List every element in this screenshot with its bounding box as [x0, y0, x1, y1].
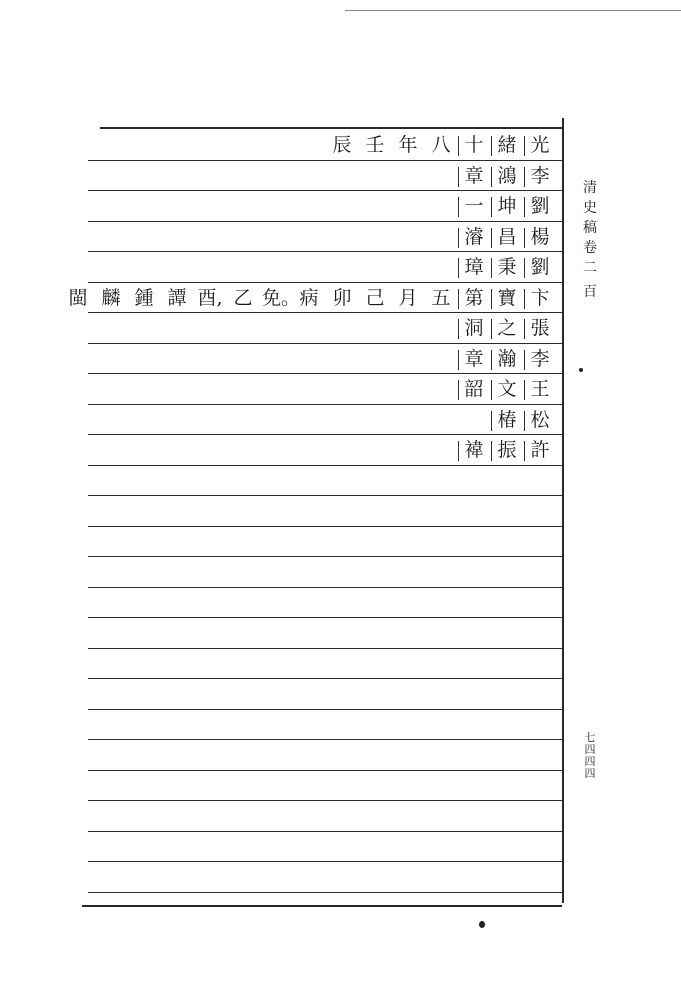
table-row [90, 313, 562, 344]
table-cell-char: 振 [497, 439, 517, 461]
table-cell-char: 譚 [167, 287, 187, 309]
table-cell-char: 濬 [464, 226, 484, 248]
volume-title-char: 二 [583, 260, 597, 276]
row-divider [88, 495, 562, 496]
column-tick [524, 441, 525, 461]
table-cell-char: 秉 [497, 256, 517, 278]
table-cell-char: 鍾 [134, 287, 154, 309]
table-cell-char: 十 [464, 134, 484, 156]
volume-title-char: 百 [583, 284, 597, 300]
column-tick [491, 441, 492, 461]
page-number-char: 七 [584, 731, 596, 744]
column-tick [524, 167, 525, 187]
volume-title-char: 清 [583, 180, 597, 196]
table-cell-char: 章 [464, 348, 484, 370]
volume-title-char: 稿 [583, 220, 597, 236]
column-tick [491, 319, 492, 339]
table-cell-char: 卞 [530, 287, 550, 309]
row-divider [88, 892, 562, 893]
table-cell-char: 鴻 [497, 165, 517, 187]
table-cell-char: 王 [530, 378, 550, 400]
column-tick [524, 289, 525, 309]
table-cell-char: 韶 [464, 378, 484, 400]
row-divider [88, 831, 562, 832]
table-cell-char: 閩 [68, 287, 88, 309]
table-cell-char: 松 [530, 409, 550, 431]
volume-title-char: 卷 [583, 240, 597, 256]
table-row [90, 435, 562, 466]
column-tick [491, 258, 492, 278]
table-cell-char: 楊 [530, 226, 550, 248]
table-top-border [100, 127, 562, 129]
column-tick [491, 167, 492, 187]
table-cell-char: 李 [530, 165, 550, 187]
table-right-border [562, 118, 564, 903]
table-bottom-border [82, 905, 562, 907]
table-cell-char: 己 [365, 287, 385, 309]
table-row [90, 222, 562, 253]
table-cell-char: 昌 [497, 226, 517, 248]
column-tick [491, 350, 492, 370]
column-tick [491, 228, 492, 248]
row-divider [88, 739, 562, 740]
column-tick [491, 289, 492, 309]
table-cell-char: 年 [398, 134, 418, 156]
page-number [580, 732, 600, 780]
table-cell-char: 張 [530, 317, 550, 339]
column-tick [458, 350, 459, 370]
top-edge-line [345, 10, 681, 11]
row-divider [88, 648, 562, 649]
column-tick [524, 197, 525, 217]
column-tick [491, 380, 492, 400]
column-tick [524, 228, 525, 248]
table-cell-char: 壬 [365, 134, 385, 156]
table-cell-char: 第 [464, 287, 484, 309]
table-cell-char: 光 [530, 134, 550, 156]
table-row [68, 283, 562, 314]
column-tick [524, 136, 525, 156]
table-cell-char: 璋 [464, 256, 484, 278]
table-cell-char: 緒 [497, 134, 517, 156]
volume-title-char: 史 [583, 200, 597, 216]
column-tick [491, 411, 492, 431]
column-tick [458, 258, 459, 278]
column-tick [524, 350, 525, 370]
table-cell-char: 坤 [497, 195, 517, 217]
table-cell-char: 麟 [101, 287, 121, 309]
page-number-char: 四 [584, 755, 596, 768]
page-number-char: 四 [584, 743, 596, 756]
table-cell-char: 五 [431, 287, 451, 309]
table-cell-char: 病 [299, 287, 319, 309]
table-cell-char: 八 [431, 134, 451, 156]
row-divider [88, 556, 562, 557]
column-tick [491, 197, 492, 217]
table-cell-char: 許 [530, 439, 550, 461]
table-cell-char: 乙 [233, 287, 253, 309]
table-cell-char: 瀚 [497, 348, 517, 370]
table-cell-char: 椿 [497, 409, 517, 431]
page-number-char: 四 [584, 767, 596, 780]
table-cell-char: 卯 [332, 287, 352, 309]
table-row [90, 374, 562, 405]
row-divider [88, 770, 562, 771]
table-cell-char: 章 [464, 165, 484, 187]
column-tick [458, 441, 459, 461]
table-cell-char: 文 [497, 378, 517, 400]
table-cell-char: 劉 [530, 195, 550, 217]
column-tick [524, 319, 525, 339]
table-row [90, 405, 562, 436]
header-row [90, 130, 562, 161]
table-cell-char: 月 [398, 287, 418, 309]
bottom-ink-mark [479, 921, 485, 928]
table-row [90, 191, 562, 222]
column-tick [524, 411, 525, 431]
table-cell-char: 李 [530, 348, 550, 370]
column-tick [491, 136, 492, 156]
row-divider [88, 617, 562, 618]
table-cell-char: 一 [464, 195, 484, 217]
table-cell-char: 酉, [197, 287, 223, 309]
column-tick [458, 380, 459, 400]
row-divider [88, 526, 562, 527]
row-divider [88, 678, 562, 679]
table-cell-char: 褘 [464, 439, 484, 461]
column-tick [458, 136, 459, 156]
column-tick [458, 228, 459, 248]
volume-title [580, 180, 600, 304]
column-tick [458, 289, 459, 309]
table-cell-char: 洞 [464, 317, 484, 339]
table-cell-char: 劉 [530, 256, 550, 278]
column-tick [458, 197, 459, 217]
row-divider [88, 861, 562, 862]
table-row [90, 161, 562, 192]
row-divider [88, 587, 562, 588]
row-divider [88, 800, 562, 801]
column-tick [458, 167, 459, 187]
column-tick [524, 380, 525, 400]
row-divider [88, 709, 562, 710]
margin-dot [579, 368, 583, 372]
table-cell-char: 辰 [332, 134, 352, 156]
column-tick [524, 258, 525, 278]
table-cell-char: 免。 [262, 287, 301, 309]
table-row [90, 252, 562, 283]
table-cell-char: 之 [497, 317, 517, 339]
table-row [90, 344, 562, 375]
column-tick [458, 319, 459, 339]
table-cell-char: 寶 [497, 287, 517, 309]
